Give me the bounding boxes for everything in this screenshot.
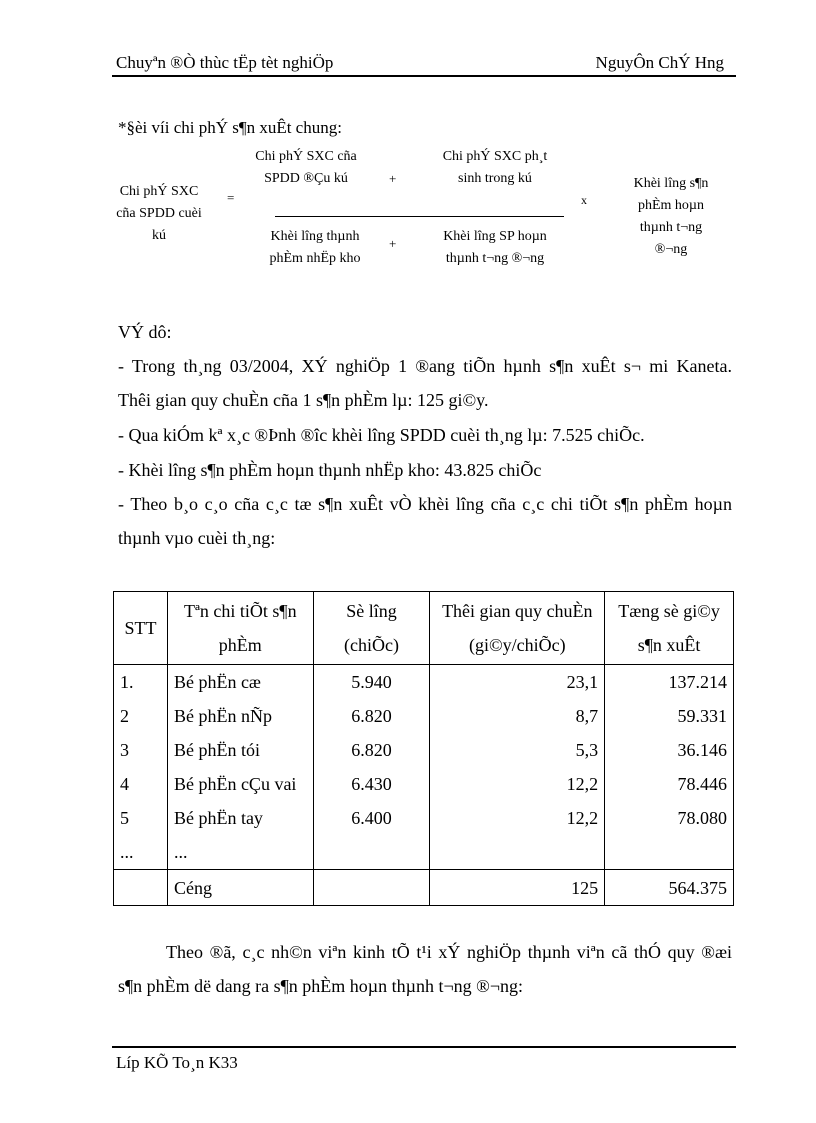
cell-total: 36.146 bbox=[605, 733, 734, 767]
cell-name: Bé phËn cæ bbox=[167, 665, 313, 700]
table-row bbox=[114, 801, 734, 835]
cell-total bbox=[605, 835, 734, 870]
cell-name: Bé phËn nÑp bbox=[167, 699, 313, 733]
table-total-row bbox=[114, 870, 734, 906]
table-header-row bbox=[114, 592, 734, 665]
th-name: Tªn chi tiÕt s¶n phÈm bbox=[167, 592, 313, 665]
cell-qty: 6.430 bbox=[313, 767, 430, 801]
footer-text: Líp KÕ To¸n K33 bbox=[116, 1053, 238, 1072]
header-right: NguyÔn ChÝ Hng bbox=[595, 53, 724, 72]
cell-qty: 6.400 bbox=[313, 801, 430, 835]
cell-total: 78.080 bbox=[605, 801, 734, 835]
cell-qty bbox=[313, 835, 430, 870]
cell-time bbox=[430, 835, 605, 870]
cell-qty: 5.940 bbox=[313, 665, 430, 700]
cell-time: 12,2 bbox=[430, 801, 605, 835]
formula-den-b: Khèi lîng SP hoµn thµnh t¬ng ®¬ng bbox=[443, 229, 547, 266]
cell-time: 8,7 bbox=[430, 699, 605, 733]
formula-den-plus: + bbox=[389, 236, 397, 251]
cell-name: Bé phËn cÇu vai bbox=[167, 767, 313, 801]
closing-line-a: Theo ®ã, c¸c nh©n viªn kinh tÕ t¹i xÝ nghiÖp thµnh viªn cã thÓ quy ®æi bbox=[166, 942, 732, 962]
formula-lhs: Chi phÝ SXC cña SPDD cuèi kú bbox=[116, 184, 202, 243]
section-title: *§èi víi chi phÝ s¶n xuÊt chung: bbox=[118, 118, 342, 137]
cell-name: Bé phËn tay bbox=[167, 801, 313, 835]
formula-times: x bbox=[581, 193, 587, 207]
cell-stt bbox=[114, 870, 168, 906]
formula-den-a: Khèi lîng thµnh phÈm nhËp kho bbox=[269, 229, 361, 266]
cell-stt: 2 bbox=[114, 699, 168, 733]
th-qty: Sè lîng (chiÕc) bbox=[313, 592, 430, 665]
header-rule bbox=[112, 75, 736, 77]
cell-qty: 6.820 bbox=[313, 699, 430, 733]
th-stt: STT bbox=[114, 592, 168, 665]
cell-total: 137.214 bbox=[605, 665, 734, 700]
table-row bbox=[114, 699, 734, 733]
cell-total: 564.375 bbox=[605, 870, 734, 906]
th-total: Tæng sè gi©y s¶n xuÊt bbox=[605, 592, 734, 665]
example-line-1a: - Trong th¸ng 03/2004, XÝ nghiÖp 1 ®ang tiÕn hµnh s¶n xuÊt s¬ mi Kaneta. bbox=[118, 356, 732, 376]
cell-qty bbox=[313, 870, 430, 906]
cell-total: 78.446 bbox=[605, 767, 734, 801]
cell-stt: 3 bbox=[114, 733, 168, 767]
cell-stt: 1. bbox=[114, 665, 168, 700]
components-table bbox=[113, 591, 734, 906]
cell-qty: 6.820 bbox=[313, 733, 430, 767]
th-time: Thêi gian quy chuÈn (gi©y/chiÕc) bbox=[430, 592, 605, 665]
example-line-4b: thµnh vµo cuèi th¸ng: bbox=[118, 528, 276, 548]
cell-total: 59.331 bbox=[605, 699, 734, 733]
table-row bbox=[114, 835, 734, 870]
cell-time: 125 bbox=[430, 870, 605, 906]
example-line-3: - Khèi lîng s¶n phÈm hoµn thµnh nhËp kho: 43.825 chiÕc bbox=[118, 460, 542, 480]
example-line-4a: - Theo b¸o c¸o cña c¸c tæ s¶n xuÊt vÒ khèi lîng cña c¸c chi tiÕt s¶n phÈm hoµn bbox=[118, 494, 732, 514]
cell-stt: ... bbox=[114, 835, 168, 870]
footer-rule bbox=[112, 1046, 736, 1048]
cell-time: 12,2 bbox=[430, 767, 605, 801]
formula-num-plus: + bbox=[389, 171, 397, 186]
example-line-2: - Qua kiÓm kª x¸c ®Þnh ®îc khèi lîng SPDD cuèi th¸ng lµ: 7.525 chiÕc. bbox=[118, 425, 645, 445]
table-row bbox=[114, 767, 734, 801]
cell-name: Bé phËn tói bbox=[167, 733, 313, 767]
fraction-bar bbox=[275, 216, 564, 217]
formula-equals: = bbox=[227, 190, 235, 205]
table-row bbox=[114, 665, 734, 700]
formula-rhs: Khèi lîng s¶n phÈm hoµn thµnh t¬ng ®¬ng bbox=[633, 176, 709, 257]
cell-stt: 4 bbox=[114, 767, 168, 801]
cell-name: Céng bbox=[167, 870, 313, 906]
example-line-1b: Thêi gian quy chuÈn cña 1 s¶n phÈm lµ: 125 gi©y. bbox=[118, 390, 489, 410]
formula-num-b: Chi phÝ SXC ph¸t sinh trong kú bbox=[442, 149, 548, 186]
closing-line-b: s¶n phÈm dë dang ra s¶n phÈm hoµn thµnh t¬ng ®¬ng: bbox=[118, 976, 523, 996]
formula-num-a: Chi phÝ SXC cña SPDD ®Çu kú bbox=[255, 149, 357, 186]
cell-time: 23,1 bbox=[430, 665, 605, 700]
example-title: VÝ dô: bbox=[118, 322, 172, 342]
header-left: Chuyªn ®Ò thùc tËp tèt nghiÖp bbox=[116, 53, 334, 72]
cell-time: 5,3 bbox=[430, 733, 605, 767]
cell-name: ... bbox=[167, 835, 313, 870]
table-row bbox=[114, 733, 734, 767]
cell-stt: 5 bbox=[114, 801, 168, 835]
